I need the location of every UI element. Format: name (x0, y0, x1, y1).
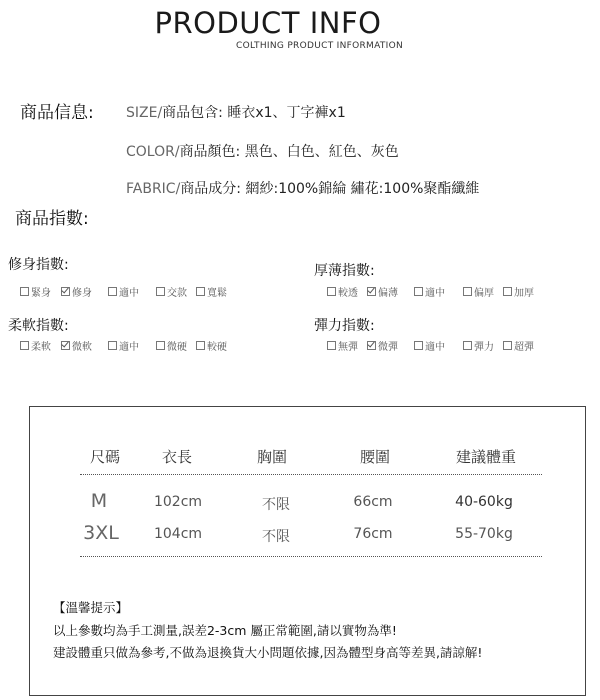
checkbox-empty-icon (156, 287, 165, 296)
index-option (463, 284, 494, 299)
index-option (414, 338, 445, 353)
table-header-length: 衣長 (161, 448, 192, 466)
index-option (414, 284, 445, 299)
table-cell-length: 102cm (153, 494, 203, 510)
table-header-size: 尺碼 (89, 448, 120, 466)
index-option-label: 加厚 (514, 288, 534, 299)
index-options-fit (20, 284, 227, 299)
checkbox-empty-icon (196, 287, 205, 296)
index-option-label: 偏厚 (474, 288, 494, 299)
index-option-label: 適中 (425, 342, 445, 353)
page-title: PRODUCT INFO (154, 6, 382, 40)
table-header-bust: 胸圍 (256, 448, 287, 466)
index-option (156, 284, 187, 299)
index-title-softness: 柔軟指數: (8, 318, 69, 334)
checkbox-empty-icon (414, 341, 423, 350)
index-option (367, 284, 398, 299)
checkbox-empty-icon (327, 287, 336, 296)
index-option-label: 偏薄 (378, 288, 398, 299)
table-cell-length: 104cm (153, 526, 203, 542)
index-options-elasticity (327, 338, 534, 353)
info-row-color (126, 141, 399, 161)
info-label: SIZE/ (126, 105, 163, 121)
index-option (503, 284, 534, 299)
index-option-label: 交款 (167, 288, 187, 299)
checkbox-empty-icon (108, 287, 117, 296)
checkbox-checked-icon (367, 341, 376, 350)
table-divider-top (80, 474, 542, 475)
checkbox-empty-icon (156, 341, 165, 350)
index-title-elasticity: 彈力指數: (314, 318, 375, 334)
checkbox-empty-icon (108, 341, 117, 350)
index-option-label: 適中 (425, 288, 445, 299)
index-option-label: 微軟 (72, 342, 92, 353)
index-option-label: 較透 (338, 288, 358, 299)
table-cell-weight: 55-70kg (455, 526, 513, 542)
index-option-label: 無彈 (338, 342, 358, 353)
table-cell-waist: 66cm (353, 494, 393, 510)
index-option (108, 338, 139, 353)
checkbox-empty-icon (196, 341, 205, 350)
index-options-thickness (327, 284, 534, 299)
index-option (108, 284, 139, 299)
checkbox-empty-icon (327, 341, 336, 350)
checkbox-empty-icon (414, 287, 423, 296)
table-header-weight: 建議體重 (455, 448, 516, 466)
index-option (156, 338, 187, 353)
info-label: COLOR/ (126, 144, 180, 160)
table-cell-size: M (90, 490, 108, 512)
index-option (463, 338, 494, 353)
index-option-label: 較硬 (207, 342, 227, 353)
table-cell-waist: 76cm (353, 526, 393, 542)
checkbox-checked-icon (367, 287, 376, 296)
index-option (20, 284, 51, 299)
info-row-size (126, 102, 346, 122)
table-cell-size: 3XL (83, 522, 119, 544)
checkbox-empty-icon (463, 287, 472, 296)
index-option-label: 超彈 (514, 342, 534, 353)
info-heading: 商品信息: (20, 103, 94, 123)
table-cell-weight: 40-60kg (455, 494, 513, 510)
info-text: 商品包含: 睡衣x1、丁字褲x1 (162, 105, 346, 121)
index-option (61, 284, 92, 299)
index-option-label: 寬鬆 (207, 288, 227, 299)
notes-line: 以上參數均為手工測量,誤差2-3cm 屬正常範圍,請以實物為準! (53, 623, 397, 638)
info-label: FABRIC/ (126, 181, 181, 197)
page-subtitle: COLTHING PRODUCT INFORMATION (236, 41, 404, 51)
index-option-label: 適中 (119, 288, 139, 299)
index-option (327, 284, 358, 299)
index-title-fit: 修身指數: (8, 257, 69, 273)
checkbox-empty-icon (20, 341, 29, 350)
checkbox-empty-icon (20, 287, 29, 296)
table-header-waist: 腰圍 (359, 448, 390, 466)
notes-line: 建設體重只做為參考,不做為退換貨大小問題依據,因為體型身高等差異,請諒解! (53, 645, 483, 660)
table-cell-bust: 不限 (262, 529, 290, 545)
index-option-label: 緊身 (31, 288, 51, 299)
info-row-fabric (126, 178, 479, 198)
table-cell-bust: 不限 (262, 497, 290, 513)
checkbox-empty-icon (503, 287, 512, 296)
table-divider-bottom (80, 556, 542, 557)
info-text: 商品成分: 網紗:100%錦綸 繡花:100%聚酯纖維 (180, 181, 480, 197)
index-option-label: 彈力 (474, 342, 494, 353)
index-option-label: 修身 (72, 288, 92, 299)
index-options-softness (20, 338, 227, 353)
index-option (367, 338, 398, 353)
index-option (327, 338, 358, 353)
index-option (196, 284, 227, 299)
index-option (20, 338, 51, 353)
checkbox-empty-icon (463, 341, 472, 350)
checkbox-empty-icon (503, 341, 512, 350)
info-text: 商品顏色: 黑色、白色、紅色、灰色 (179, 144, 399, 160)
index-option-label: 微硬 (167, 342, 187, 353)
index-title-thickness: 厚薄指數: (314, 263, 375, 279)
index-option-label: 柔軟 (31, 342, 51, 353)
index-option (61, 338, 92, 353)
checkbox-checked-icon (61, 287, 70, 296)
checkbox-checked-icon (61, 341, 70, 350)
index-option (196, 338, 227, 353)
index-option-label: 微彈 (378, 342, 398, 353)
index-option (503, 338, 534, 353)
index-option-label: 適中 (119, 342, 139, 353)
notes-heading: 【溫馨提示】 (53, 600, 129, 615)
index-heading: 商品指數: (15, 209, 89, 229)
